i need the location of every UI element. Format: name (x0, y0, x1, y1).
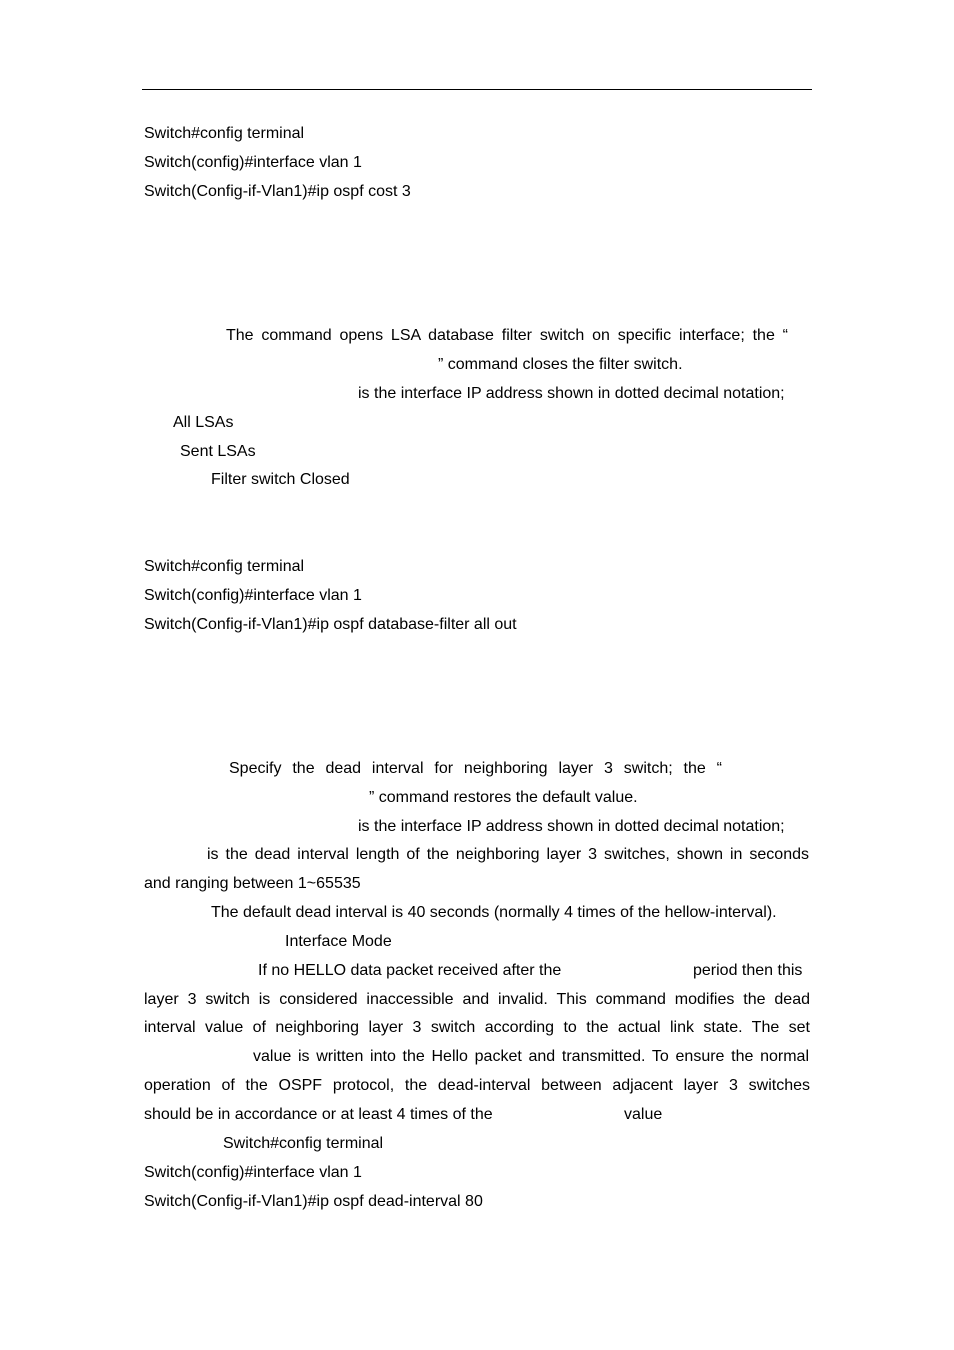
usage-text: If no HELLO data packet received after the (258, 962, 562, 979)
function-text: Specify the dead interval for neighboring layer 3 switch; the “ (229, 760, 722, 777)
command-mode: Interface Mode (285, 933, 392, 950)
header-rule (142, 89, 812, 90)
default-value: The default dead interval is 40 seconds (normally 4 times of the hellow-interval). (211, 904, 777, 921)
usage-text: should be in accordance or at least 4 times of the (144, 1106, 493, 1123)
usage-text: operation of the OSPF protocol, the dead-interval between adjacent layer 3 switches (144, 1077, 810, 1094)
parameter-all-description: All LSAs (173, 414, 234, 431)
parameter-out-description: Sent LSAs (180, 443, 256, 460)
code-line: Switch(config)#interface vlan 1 (144, 1164, 362, 1181)
parameter-time-description: is the dead interval length of the neighboring layer 3 switches, shown in seconds (207, 846, 809, 863)
parameter-ip-description: is the interface IP address shown in dotted decimal notation; (358, 818, 785, 835)
code-line: Switch(Config-if-Vlan1)#ip ospf cost 3 (144, 183, 411, 200)
function-text: The command opens LSA database filter switch on specific interface; the “ (226, 327, 788, 344)
function-text-continued: ” command closes the filter switch. (438, 356, 683, 373)
usage-text: layer 3 switch is considered inaccessible and invalid. This command modifies the dead (144, 991, 810, 1008)
code-line: Switch(config)#interface vlan 1 (144, 587, 362, 604)
code-line: Switch(config)#interface vlan 1 (144, 154, 362, 171)
usage-text: interval value of neighboring layer 3 switch according to the actual link state. The set (144, 1019, 810, 1036)
code-line: Switch(Config-if-Vlan1)#ip ospf database-filter all out (144, 616, 517, 633)
code-line: Switch#config terminal (144, 125, 305, 142)
code-line: Switch(Config-if-Vlan1)#ip ospf dead-interval 80 (144, 1193, 483, 1210)
usage-text: period then this (693, 962, 803, 979)
usage-text: value (624, 1106, 663, 1123)
parameter-ip-description: is the interface IP address shown in dotted decimal notation; (358, 385, 785, 402)
function-text-continued: ” command restores the default value. (369, 789, 638, 806)
default-value: Filter switch Closed (211, 471, 350, 488)
code-line: Switch#config terminal (223, 1135, 384, 1152)
parameter-time-description-continued: and ranging between 1~65535 (144, 875, 361, 892)
usage-text: value is written into the Hello packet and transmitted. To ensure the normal (253, 1048, 809, 1065)
code-line: Switch#config terminal (144, 558, 305, 575)
